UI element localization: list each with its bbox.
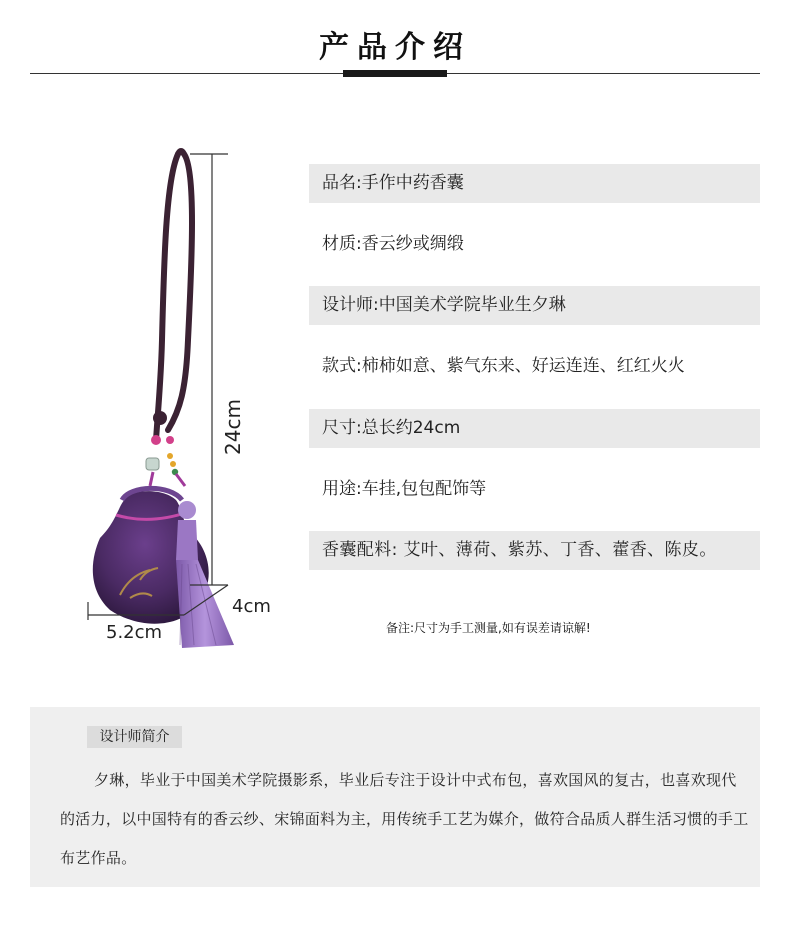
spec-ingredients: 香囊配料: 艾叶、薄荷、紫苏、丁香、藿香、陈皮。	[309, 531, 760, 570]
designer-bio: 夕琳，毕业于中国美术学院摄影系，毕业后专注于设计中式布包，喜欢国风的复古，也喜欢现代的活力，以中国特有的香云纱、宋锦面料为主，用传统手工艺为媒介，做符合品质人群生活习惯的手工布艺作品。	[60, 771, 749, 867]
designer-intro-label: 设计师简介	[87, 726, 182, 748]
spec-product-name: 品名:手作中药香囊	[309, 164, 760, 203]
measurement-note: 备注:尺寸为手工测量,如有误差请谅解!	[386, 621, 591, 635]
depth-label: 4cm	[232, 596, 271, 617]
bead-pink	[166, 436, 174, 444]
bead-pink	[151, 435, 161, 445]
tassel-bead	[178, 501, 196, 519]
spec-size: 尺寸:总长约24cm	[309, 409, 760, 448]
sachet-product-image	[70, 140, 310, 670]
bead-jade	[146, 458, 159, 470]
bead-amber	[170, 461, 176, 467]
bead-amber	[167, 453, 173, 459]
header-accent-bar	[343, 70, 447, 77]
spec-styles: 款式:柿柿如意、紫气东来、好运连连、红红火火	[322, 356, 685, 376]
designer-intro-panel	[30, 707, 760, 887]
hanging-cord	[156, 154, 192, 440]
height-label: 24cm	[221, 399, 245, 455]
page-title: 产品介绍	[319, 30, 471, 65]
width-label: 5.2cm	[106, 622, 163, 643]
spec-material: 材质:香云纱或绸缎	[322, 234, 464, 254]
spec-usage: 用途:车挂,包包配饰等	[322, 479, 487, 499]
knot	[153, 411, 167, 425]
tassel-head	[176, 520, 198, 560]
spec-designer: 设计师:中国美术学院毕业生夕琳	[309, 286, 760, 325]
